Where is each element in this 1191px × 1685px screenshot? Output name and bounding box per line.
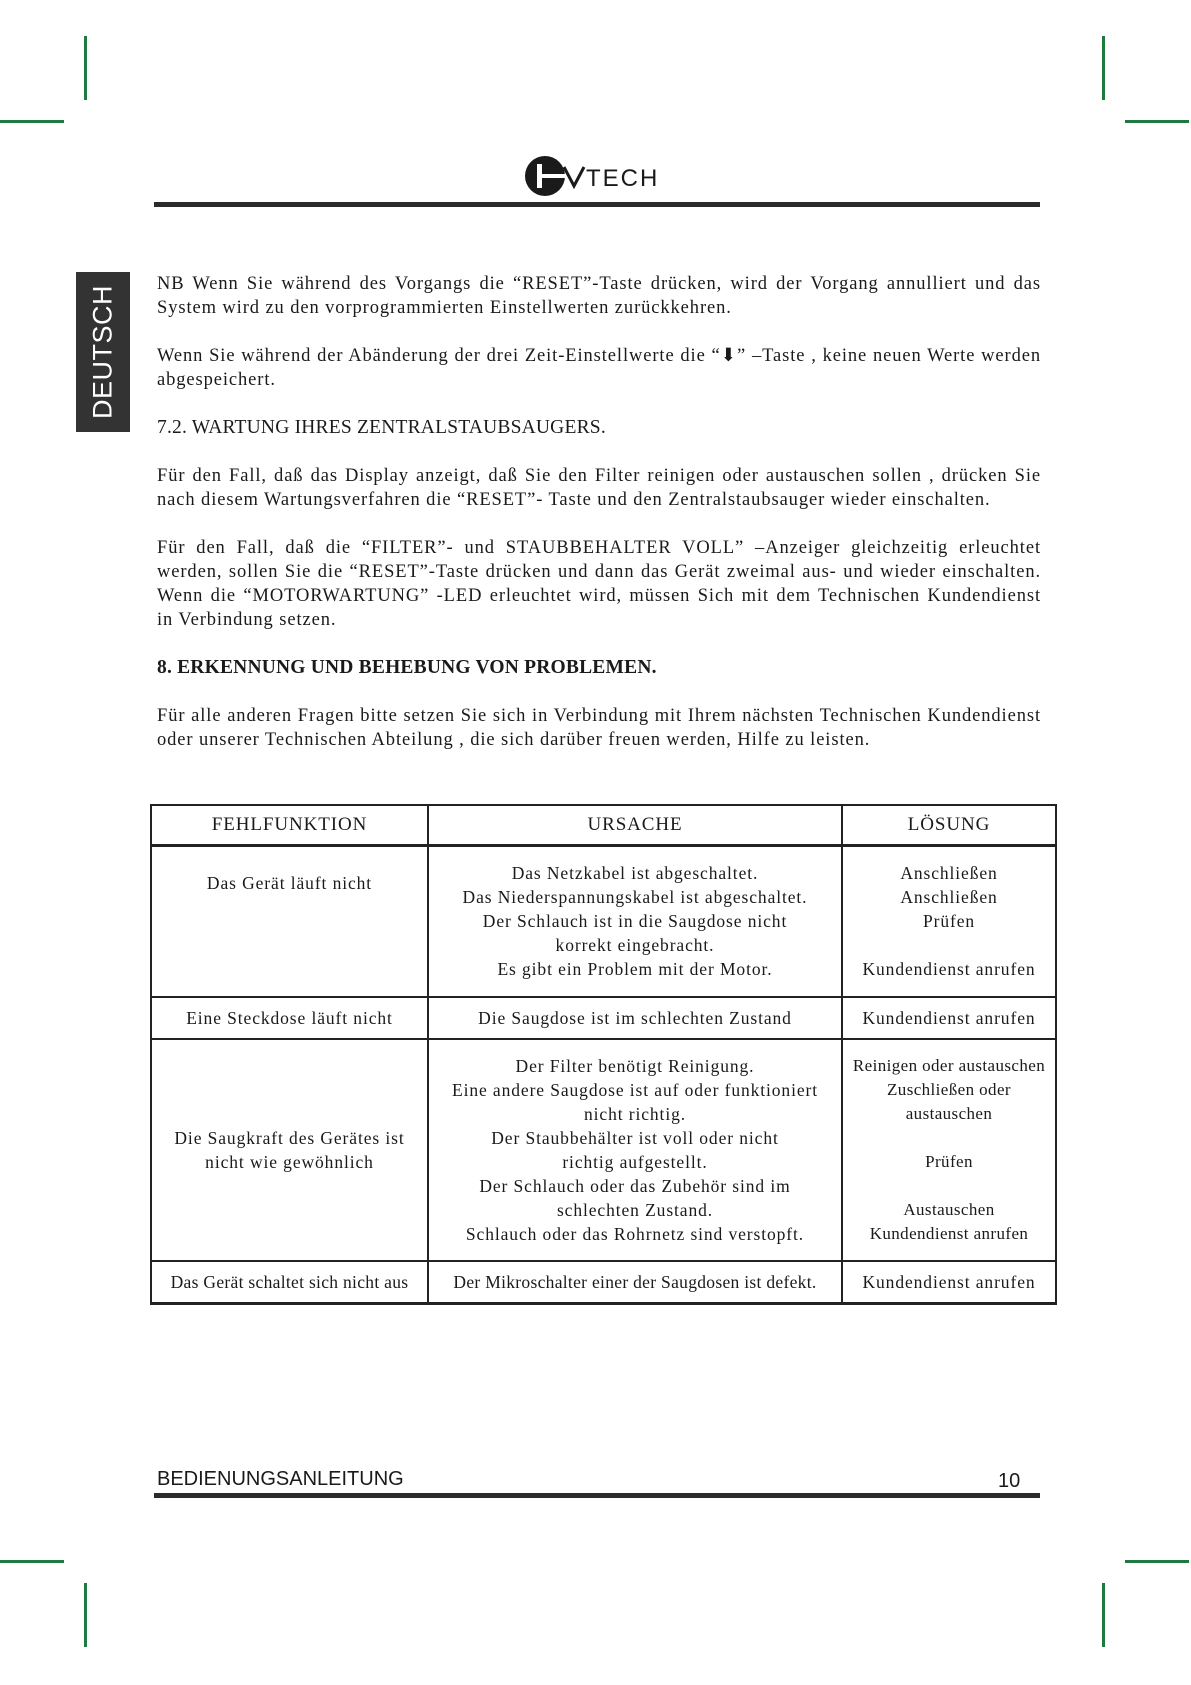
- paragraph-filter-display: Für den Fall, daß das Display anzeigt, daß Sie den Filter reinigen oder austauschen sollen , drücken Sie nach diesem Wartungsverfahren die “RESET”- Taste und den Zentralstaubsauger wieder einschalten.: [157, 466, 1041, 510]
- crop-mark-top-left-h: [0, 120, 64, 123]
- solution-cell: Anschließen Anschließen Prüfen Kundendienst anrufen: [842, 846, 1056, 997]
- solution-cell: Reinigen oder austauschen Zuschließen oder austauschen Prüfen Austauschen Kundendienst anrufen: [842, 1039, 1056, 1261]
- paragraph-filter-indicators: Für den Fall, daß die “FILTER”- und STAUBBEHALTER VOLL” –Anzeiger gleichzeitig erleuchtet werden, sollen Sie die “RESET”-Taste drücken und dann das Gerät zweimal aus- und wieder einschalten. Wenn die “MOTORWARTUNG” -LED erleuchtet wird, müssen Sich mit dem Technischen Kundendienst in Verbindung setzen.: [157, 538, 1041, 630]
- fault-cell: Das Gerät läuft nicht: [151, 846, 428, 997]
- language-side-tab: [76, 272, 130, 432]
- crop-mark-bottom-right-h: [1125, 1560, 1189, 1563]
- table-row: [151, 997, 1056, 1039]
- section-heading-7-2: 7.2. WARTUNG IHRES ZENTRALSTAUBSAUGERS.: [157, 417, 606, 438]
- page-number: 10: [998, 1470, 1021, 1492]
- footer-rule: [154, 1493, 1040, 1498]
- crop-mark-bottom-left-h: [0, 1560, 64, 1563]
- brand-logo: [524, 155, 674, 197]
- brand-logo-text: TECH: [586, 165, 660, 192]
- table-row: [151, 1039, 1056, 1261]
- paragraph-reset-note: NB Wenn Sie während des Vorgangs die “RESET”-Taste drücken, wird der Vorgang annulliert und das System wird zu den vorprogrammierten Einstellwerten zurückkehren.: [157, 274, 1041, 318]
- paragraph-time-settings: Wenn Sie während der Abänderung der drei Zeit-Einstellwerte die “⬇” –Taste , keine neuen Werte werden abgespeichert.: [157, 346, 1041, 390]
- body-text: [157, 272, 1041, 776]
- column-header-solution: LÖSUNG: [842, 805, 1056, 846]
- cause-cell: Der Mikroschalter einer der Saugdosen ist defekt.: [428, 1261, 842, 1304]
- crop-mark-bottom-left-v: [84, 1583, 87, 1647]
- solution-cell: Kundendienst anrufen: [842, 1261, 1056, 1304]
- footer-manual-label: BEDIENUNGSANLEITUNG: [157, 1468, 404, 1490]
- table-row: [151, 846, 1056, 997]
- column-header-fault: FEHLFUNKTION: [151, 805, 428, 846]
- paragraph-contact-support: Für alle anderen Fragen bitte setzen Sie sich in Verbindung mit Ihrem nächsten Technischen Kundendienst oder unserer Technischen Abteilung , die sich darüber freuen werden, Hilfe zu leisten.: [157, 706, 1041, 750]
- crop-mark-top-left-v: [84, 36, 87, 100]
- cause-cell: Die Saugdose ist im schlechten Zustand: [428, 997, 842, 1039]
- header-rule: [154, 202, 1040, 207]
- fault-cell: Die Saugkraft des Gerätes ist nicht wie gewöhnlich: [151, 1039, 428, 1261]
- crop-mark-top-right-v: [1102, 36, 1105, 100]
- solution-cell: Kundendienst anrufen: [842, 997, 1056, 1039]
- table-header-row: [151, 805, 1056, 846]
- column-header-cause: URSACHE: [428, 805, 842, 846]
- crop-mark-top-right-h: [1125, 120, 1189, 123]
- section-heading-8: 8. ERKENNUNG UND BEHEBUNG VON PROBLEMEN.: [157, 657, 657, 678]
- fault-cell: Das Gerät schaltet sich nicht aus: [151, 1261, 428, 1304]
- cause-cell: Der Filter benötigt Reinigung. Eine andere Saugdose ist auf oder funktioniert nicht richtig. Der Staubbehälter ist voll oder nicht richtig aufgestellt. Der Schlauch oder das Zubehör sind im schlechten Zustand. Schlauch oder das Rohrnetz sind verstopft.: [428, 1039, 842, 1261]
- troubleshooting-table: [150, 804, 1057, 1305]
- fault-cell: Eine Steckdose läuft nicht: [151, 997, 428, 1039]
- table-row: [151, 1261, 1056, 1304]
- crop-mark-bottom-right-v: [1102, 1583, 1105, 1647]
- cause-cell: Das Netzkabel ist abgeschaltet. Das Niederspannungskabel ist abgeschaltet. Der Schlauch ist in die Saugdose nicht korrekt eingebracht. Es gibt ein Problem mit der Motor.: [428, 846, 842, 997]
- language-side-tab-label: DEUTSCH: [87, 284, 118, 420]
